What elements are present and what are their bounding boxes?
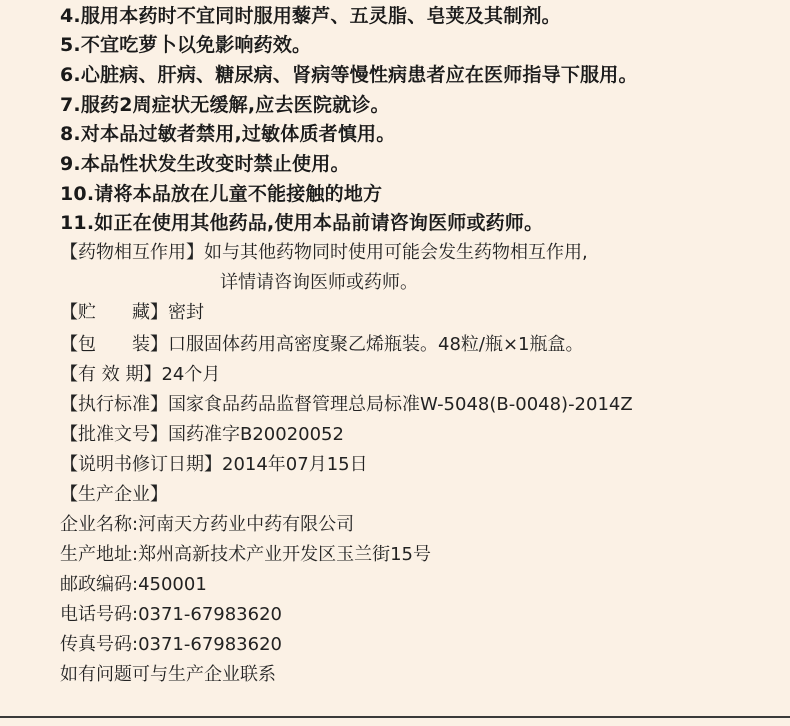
- manufacturer-heading: 【生产企业】: [60, 484, 168, 505]
- storage-info: 【贮 藏】密封: [60, 302, 204, 323]
- postal-code: 邮政编码:450001: [60, 574, 207, 595]
- warning-item: 7.服药2周症状无缓解,应去医院就诊。: [60, 94, 390, 116]
- drug-interaction-text-continued: 详情请咨询医师或药师。: [220, 272, 418, 293]
- manufacturer-address: 生产地址:郑州高新技术产业开发区玉兰街15号: [60, 544, 431, 565]
- standard-info: 【执行标准】国家食品药品监督管理总局标准W-5048(B-0048)-2014Z: [60, 394, 633, 415]
- manufacturer-name: 企业名称:河南天方药业中药有限公司: [60, 514, 355, 535]
- validity-info: 【有 效 期】24个月: [60, 364, 221, 385]
- contact-note: 如有问题可与生产企业联系: [60, 664, 276, 685]
- fax-number: 传真号码:0371-67983620: [60, 634, 282, 655]
- warning-item: 6.心脏病、肝病、糖尿病、肾病等慢性病患者应在医师指导下服用。: [60, 64, 638, 86]
- revision-date: 【说明书修订日期】2014年07月15日: [60, 454, 368, 475]
- warning-item: 5.不宜吃萝卜以免影响药效。: [60, 34, 312, 56]
- drug-interaction-text: 【药物相互作用】如与其他药物同时使用可能会发生药物相互作用,: [60, 242, 588, 263]
- warning-item: 10.请将本品放在儿童不能接触的地方: [60, 183, 383, 205]
- approval-number: 【批准文号】国药准字B20020052: [60, 424, 344, 445]
- phone-number: 电话号码:0371-67983620: [60, 604, 282, 625]
- warning-item: 11.如正在使用其他药品,使用本品前请咨询医师或药师。: [60, 212, 544, 234]
- warning-item: 4.服用本药时不宜同时服用藜芦、五灵脂、皂荚及其制剂。: [60, 5, 561, 27]
- warning-item: 8.对本品过敏者禁用,过敏体质者慎用。: [60, 123, 396, 145]
- packaging-info: 【包 装】口服固体药用高密度聚乙烯瓶装。48粒/瓶×1瓶盒。: [60, 334, 584, 355]
- bottom-divider: [0, 716, 790, 718]
- warning-item: 9.本品性状发生改变时禁止使用。: [60, 153, 350, 175]
